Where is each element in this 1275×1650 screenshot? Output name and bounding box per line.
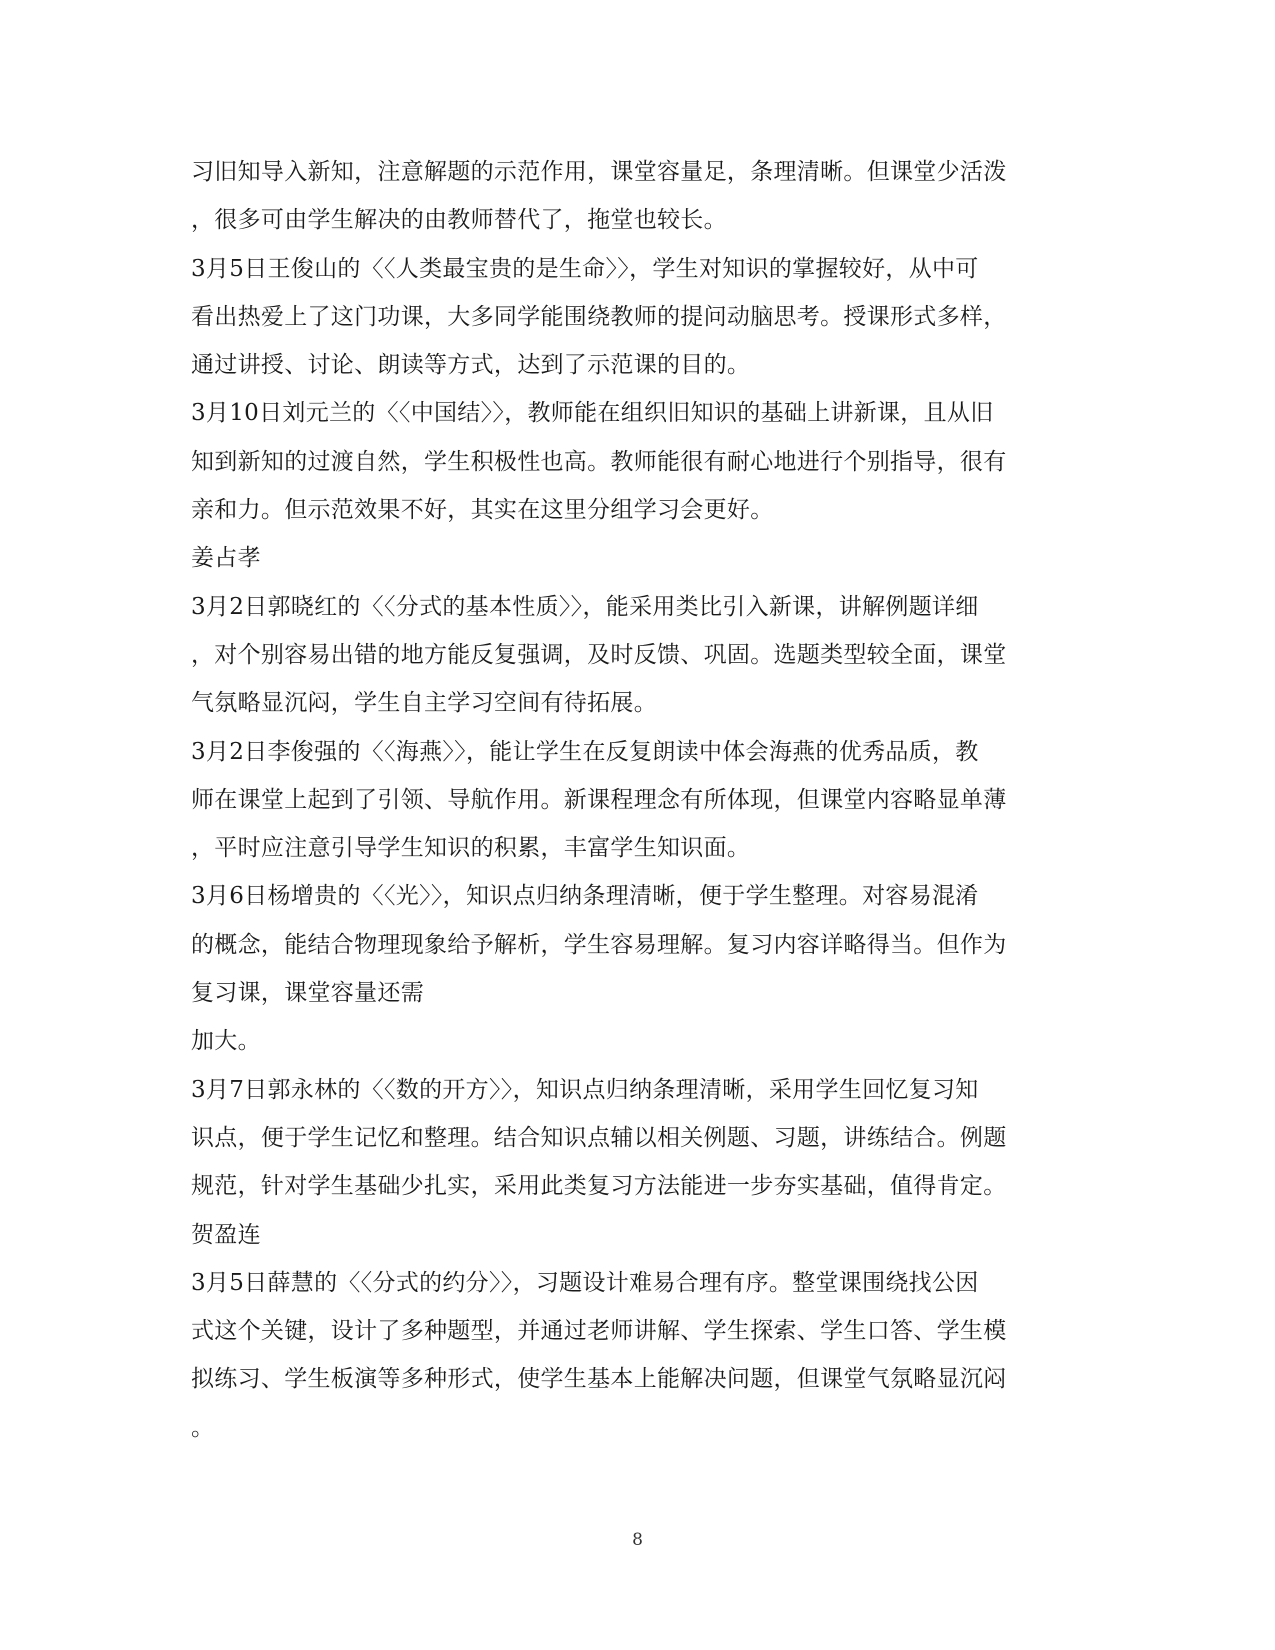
text-line: 加大。	[191, 1028, 261, 1055]
page-number: 8	[632, 1530, 643, 1550]
text-line: 习旧知导入新知，注意解题的示范作用，课堂容量足，条理清晰。但课堂少活泼	[191, 159, 1007, 185]
text-line: 复习课，课堂容量还需	[191, 980, 424, 1007]
text-line: 3月10日刘元兰的〈〈中国结〉〉，教师能在组织旧知识的基础上讲新课，且从旧	[191, 400, 994, 427]
text-line: ，对个别容易出错的地方能反复强调，及时反馈、巩固。选题类型较全面，课堂	[191, 641, 1007, 668]
text-line: 看出热爱上了这门功课，大多同学能围绕教师的提问动脑思考。授课形式多样，	[191, 303, 1007, 330]
teacher-name-heading: 姜占孝	[191, 545, 261, 572]
text-line: ，平时应注意引导学生知识的积累，丰富学生知识面。	[191, 835, 751, 862]
text-line: 3月6日杨增贵的〈〈光〉〉，知识点归纳条理清晰，便于学生整理。对容易混淆	[191, 883, 979, 910]
text-line: 知到新知的过渡自然，学生积极性也高。教师能很有耐心地进行个别指导，很有	[191, 448, 1007, 475]
text-line: 识点，便于学生记忆和整理。结合知识点辅以相关例题、习题，讲练结合。例题	[191, 1124, 1007, 1151]
text-line: 拟练习、学生板演等多种形式，使学生基本上能解决问题，但课堂气氛略显沉闷	[191, 1366, 1007, 1393]
text-line: 的概念，能结合物理现象给予解析，学生容易理解。复习内容详略得当。但作为	[191, 931, 1007, 958]
text-line: 3月5日王俊山的〈〈人类最宝贵的是生命〉〉，学生对知识的掌握较好，从中可	[191, 255, 979, 282]
text-line: 通过讲授、讨论、朗读等方式，达到了示范课的目的。	[191, 352, 751, 379]
text-line: 式这个关键，设计了多种题型，并通过老师讲解、学生探索、学生口答、学生模	[191, 1318, 1007, 1345]
text-line: ，很多可由学生解决的由教师替代了，拖堂也较长。	[191, 207, 727, 234]
text-line: 3月5日薛慧的〈〈分式的约分〉〉，习题设计难易合理有序。整堂课围绕找公因	[191, 1269, 979, 1296]
text-line: 3月2日李俊强的〈〈海燕〉〉，能让学生在反复朗读中体会海燕的优秀品质，教	[191, 738, 979, 765]
text-line: 师在课堂上起到了引领、导航作用。新课程理念有所体现，但课堂内容略显单薄	[191, 786, 1007, 813]
text-line: 亲和力。但示范效果不好，其实在这里分组学习会更好。	[191, 497, 774, 524]
body-text	[191, 148, 1091, 1452]
text-line: 3月7日郭永林的〈〈数的开方〉〉，知识点归纳条理清晰，采用学生回忆复习知	[191, 1076, 979, 1103]
text-line: 3月2日郭晓红的〈〈分式的基本性质〉〉，能采用类比引入新课，讲解例题详细	[191, 593, 979, 620]
teacher-name-heading: 贺盈连	[191, 1221, 261, 1248]
text-line: 规范，针对学生基础少扎实，采用此类复习方法能进一步夯实基础，值得肯定。	[191, 1173, 1007, 1200]
text-line: 气氛略显沉闷，学生自主学习空间有待拓展。	[191, 690, 657, 717]
text-line: 。	[191, 1414, 215, 1441]
